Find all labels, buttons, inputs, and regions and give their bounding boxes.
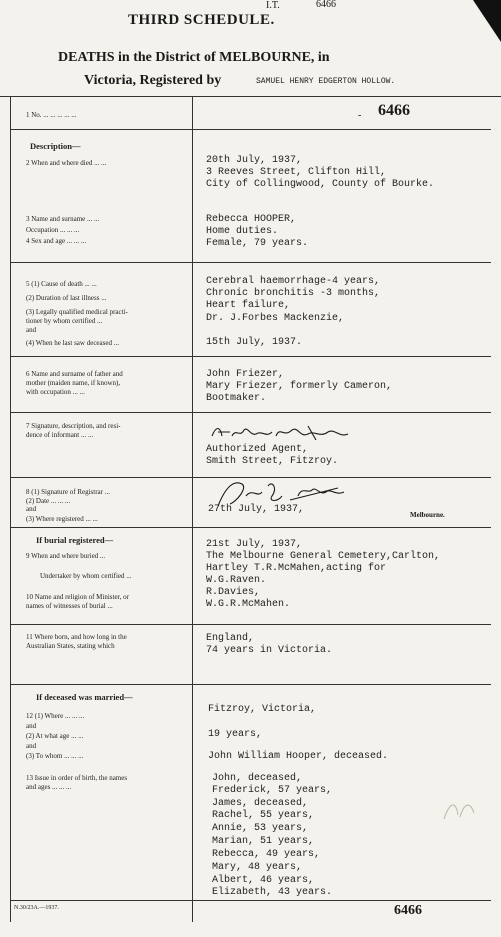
- registrar-name: SAMUEL HENRY EDGERTON HOLLOW.: [256, 77, 396, 86]
- child-7: Rebecca, 49 years,: [212, 849, 321, 860]
- column-divider: [192, 96, 193, 922]
- r9-value-1: 21st July, 1937,: [206, 539, 303, 550]
- heading-line-1: DEATHS in the District of MELBOURNE, in: [58, 50, 330, 65]
- r4-label: 4 Sex and age ... ... ...: [26, 237, 87, 245]
- parents-value-1: John Friezer,: [206, 369, 285, 380]
- rule: [10, 684, 491, 685]
- cause-label-2: (2) Duration of last illness ...: [26, 294, 107, 302]
- cause-label-4: tioner by whom certified ...: [26, 317, 103, 325]
- top-number: 6466: [316, 0, 336, 10]
- child-8: Mary, 48 years,: [212, 862, 303, 873]
- registrar-label-4: (3) Where registered ... ...: [26, 515, 98, 523]
- r2-value-1: 20th July, 1937,: [206, 155, 303, 166]
- cause-label-3: (3) Legally qualified medical practi-: [26, 308, 128, 316]
- rule: [10, 412, 491, 413]
- registrar-label-3: and: [26, 505, 37, 513]
- r3-value-2: Home duties.: [206, 226, 279, 237]
- undertaker-label: Undertaker by whom certified ...: [40, 572, 132, 580]
- r3-label-2: Occupation ... ... ...: [26, 226, 80, 234]
- no-label: 1 No. ... ... ... ... ...: [26, 111, 77, 119]
- marriage-label-1: 12 (1) Where ... ... ...: [26, 712, 85, 720]
- r2-value-3: City of Collingwood, County of Bourke.: [206, 179, 435, 190]
- parents-value-2: Mary Friezer, formerly Cameron,: [206, 381, 393, 392]
- informant-label-1: 7 Signature, description, and resi-: [26, 422, 121, 430]
- registrar-label-1: 8 (1) Signature of Registrar ...: [26, 488, 110, 496]
- faint-mark: [440, 795, 480, 825]
- child-2: Frederick, 57 years,: [212, 785, 333, 796]
- cause-value-3: Heart failure,: [206, 300, 291, 311]
- r10-value-1: R.Davies,: [206, 587, 261, 598]
- issue-label-2: and ages ... ... ...: [26, 783, 72, 791]
- birthplace-value-2: 74 years in Victoria.: [206, 645, 333, 656]
- marriage-where: Fitzroy, Victoria,: [208, 704, 317, 715]
- r9-label: 9 When and where buried ...: [26, 552, 106, 560]
- r4-value: Female, 79 years.: [206, 238, 309, 249]
- rule: [10, 356, 491, 357]
- top-code: I.T.: [266, 0, 280, 11]
- r2-value-2: 3 Reeves Street, Clifton Hill,: [206, 167, 387, 178]
- footer-number: 6466: [394, 903, 422, 918]
- cause-value-2: Chronic bronchitis -3 months,: [206, 288, 381, 299]
- r10-value-2: W.G.R.McMahen.: [206, 599, 291, 610]
- child-1: John, deceased,: [212, 773, 303, 784]
- parents-label-2: mother (maiden name, if known),: [26, 379, 121, 387]
- rule: [10, 129, 491, 130]
- frame-top-rule: [0, 96, 501, 97]
- r2-label: 2 When and where died ... ...: [26, 159, 107, 167]
- child-6: Marian, 51 years,: [212, 836, 315, 847]
- r3-label-1: 3 Name and surname ... ...: [26, 215, 100, 223]
- cause-value-6: 15th July, 1937.: [206, 337, 303, 348]
- informant-value-1: Authorized Agent,: [206, 444, 309, 455]
- no-dash: -: [358, 110, 362, 121]
- cause-label-5: and: [26, 326, 37, 334]
- description-heading: Description—: [30, 141, 81, 151]
- rule: [10, 527, 491, 528]
- parents-label-1: 6 Name and surname of father and: [26, 370, 123, 378]
- marriage-whom: John William Hooper, deceased.: [208, 751, 389, 762]
- marriage-label-2: and: [26, 722, 37, 730]
- rule: [10, 624, 491, 625]
- child-10: Elizabeth, 43 years.: [212, 887, 333, 898]
- form-code: N.30/23A.—1937.: [14, 905, 59, 911]
- marriage-label-4: and: [26, 742, 37, 750]
- registrar-label-2: (2) Date ... ... ...: [26, 497, 71, 505]
- registration-place: Melbourne.: [410, 511, 445, 519]
- informant-label-2: dence of informant ... ...: [26, 431, 94, 439]
- birthplace-label-2: Australian States, stating which: [26, 642, 115, 650]
- informant-value-2: Smith Street, Fitzroy.: [206, 456, 339, 467]
- cause-label-1: 5 (1) Cause of death ... ...: [26, 280, 97, 288]
- r10-label-2: names of witnesses of burial ...: [26, 602, 113, 610]
- marriage-age: 19 years,: [208, 729, 263, 740]
- heading-line-2: Victoria, Registered by: [84, 73, 222, 88]
- r10-label-1: 10 Name and religion of Minister, or: [26, 593, 129, 601]
- marriage-label-5: (3) To whom ... ... ...: [26, 752, 84, 760]
- burial-heading: If burial registered—: [36, 535, 114, 545]
- rule: [10, 262, 491, 263]
- child-5: Annie, 53 years,: [212, 823, 309, 834]
- r9-value-2: The Melbourne General Cemetery,Carlton,: [206, 551, 441, 562]
- cause-label-6: (4) When he last saw deceased ...: [26, 339, 119, 347]
- cause-value-1: Cerebral haemorrhage-4 years,: [206, 276, 381, 287]
- rule: [10, 900, 491, 901]
- r3-value-1: Rebecca HOOPER,: [206, 214, 297, 225]
- frame-left-rule: [10, 96, 11, 922]
- cause-value-4: Dr. J.Forbes Mackenzie,: [206, 313, 345, 324]
- child-4: Rachel, 55 years,: [212, 810, 315, 821]
- child-9: Albert, 46 years,: [212, 875, 315, 886]
- schedule-title: THIRD SCHEDULE.: [128, 12, 275, 28]
- birthplace-label-1: 11 Where born, and how long in the: [26, 633, 127, 641]
- marriage-heading: If deceased was married—: [36, 692, 133, 702]
- undertaker-value-2: W.G.Raven.: [206, 575, 267, 586]
- undertaker-value-1: Hartley T.R.McMahen,acting for: [206, 563, 387, 574]
- parents-value-3: Bootmaker.: [206, 393, 267, 404]
- registration-date: 27th July, 1937,: [208, 504, 305, 515]
- informant-signature: [208, 420, 368, 444]
- dark-corner: [473, 0, 501, 42]
- marriage-label-3: (2) At what age ... ...: [26, 732, 84, 740]
- child-3: James, deceased,: [212, 798, 309, 809]
- birthplace-value-1: England,: [206, 633, 255, 644]
- parents-label-3: with occupation ... ...: [26, 388, 85, 396]
- no-value: 6466: [378, 102, 410, 119]
- issue-label-1: 13 Issue in order of birth, the names: [26, 774, 128, 782]
